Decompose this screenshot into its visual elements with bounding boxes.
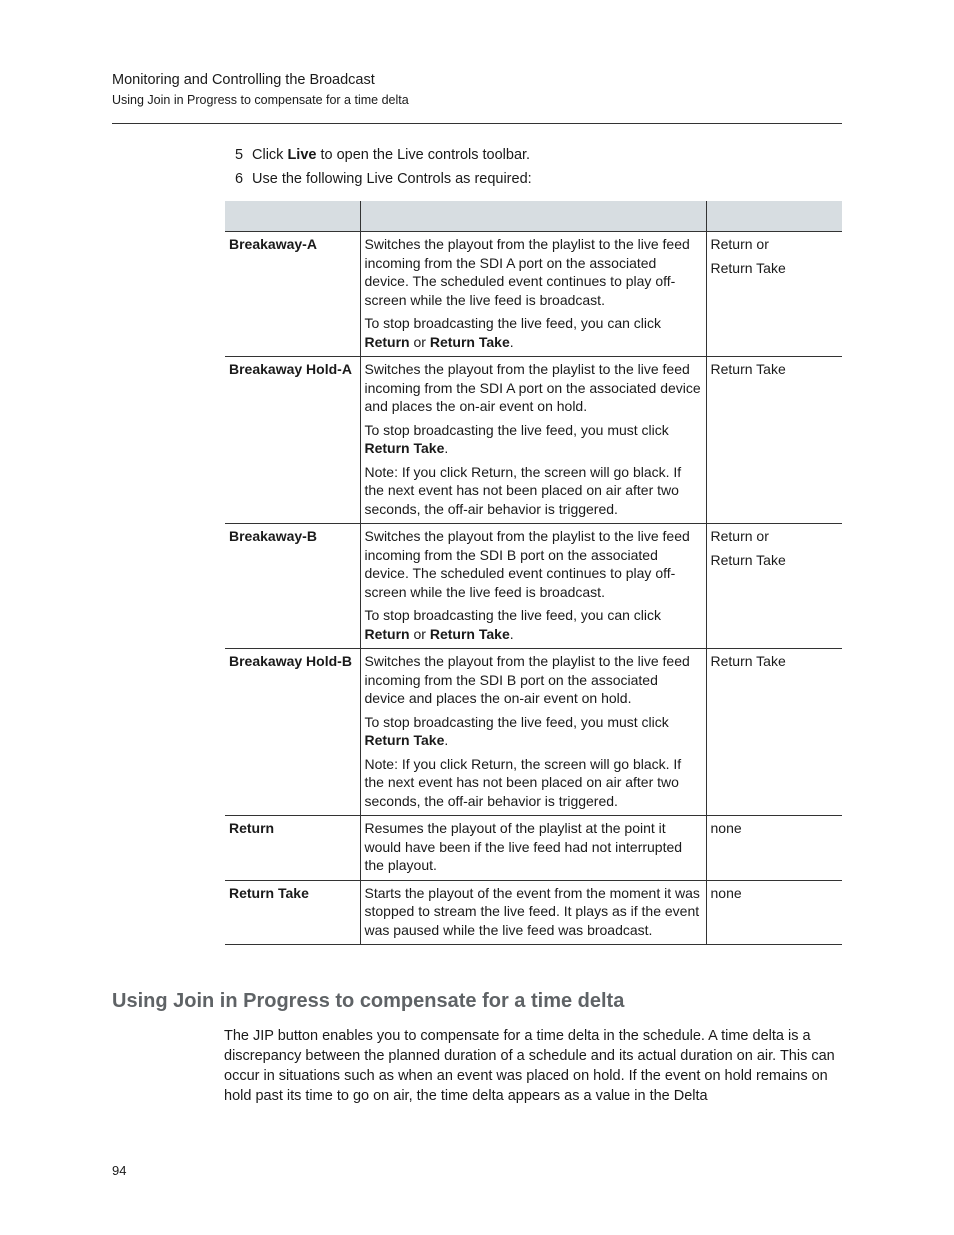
- section-title: Using Join in Progress to compensate for a time delta: [112, 990, 625, 1012]
- control-description: Resumes the playout of the playlist at the point it would have been if the live feed had not interrupted the playout.: [360, 816, 706, 881]
- control-action: Return or Return Take: [706, 524, 842, 649]
- control-description: Switches the playout from the playlist to the live feed incoming from the SDI B port on the associated device. The scheduled event continues to play off-screen while the live feed is broadcast. To stop broadcasting the live feed, you can click Return or Return Take.: [360, 524, 706, 649]
- table-row: [225, 232, 842, 357]
- header-cell: [360, 201, 706, 232]
- header-rule: [112, 123, 842, 124]
- note: Note: If you click Return, the screen will go black. If the next event has not been placed on air after two seconds, the off-air behavior is triggered.: [364, 755, 682, 809]
- control-name: Breakaway Hold-A: [225, 357, 360, 524]
- table-row: [225, 357, 842, 524]
- table-row: [225, 524, 842, 649]
- control-action: none: [706, 816, 842, 881]
- header-cell: [225, 201, 360, 232]
- control-description: Switches the playout from the playlist to the live feed incoming from the SDI A port on the associated device. The scheduled event continues to play off-screen while the live feed is broadcast. To stop broadcasting the live feed, you can click Return or Return Take.: [360, 232, 706, 357]
- body-paragraph: The JIP button enables you to compensate for a time delta in the schedule. A time delta is a discrepancy between the planned duration of a schedule and its actual duration on air. This can occur in situations such as when an event was placed on hold. If the event on hold remains on hold past its time to go on air, the time delta appears as a value in the Delta: [224, 1028, 835, 1104]
- live-term: Live: [287, 147, 317, 163]
- control-name: Breakaway-A: [225, 232, 360, 357]
- running-head-chapter: Monitoring and Controlling the Broadcast: [112, 72, 375, 88]
- control-name: Breakaway-B: [225, 524, 360, 649]
- step-5: [235, 145, 532, 165]
- table-row: [225, 880, 842, 945]
- control-description: Starts the playout of the event from the moment it was stopped to stream the live feed. It plays as if the event was paused while the live feed was broadcast.: [360, 880, 706, 945]
- table-header-row: [225, 201, 842, 232]
- header-cell: [706, 201, 842, 232]
- step-text: Use the following Live Controls as required:: [252, 171, 532, 187]
- running-head: [112, 71, 409, 108]
- control-name: Return: [225, 816, 360, 881]
- running-head-section: Using Join in Progress to compensate for a time delta: [112, 93, 409, 107]
- step-number: 6: [235, 171, 244, 187]
- control-action: Return or Return Take: [706, 232, 842, 357]
- note: Note: If you click Return, the screen will go black. If the next event has not been placed on air after two seconds, the off-air behavior is triggered.: [364, 463, 682, 517]
- step-6: [235, 169, 532, 189]
- control-action: none: [706, 880, 842, 945]
- table-row: [225, 816, 842, 881]
- live-controls-table: [225, 201, 842, 945]
- step-list: [235, 145, 532, 193]
- control-name: Return Take: [225, 880, 360, 945]
- step-text: Click Live to open the Live controls toolbar.: [252, 147, 531, 163]
- step-number: 5: [235, 147, 244, 163]
- page-number: 94: [112, 1163, 127, 1178]
- control-description: Switches the playout from the playlist to the live feed incoming from the SDI B port on the associated device and places the on-air event on hold. To stop broadcasting the live feed, you must click Return Take. Note: If you click Return, the screen will go black. If the next event has not been placed on air after two seconds, the off-air behavior is triggered.: [360, 649, 706, 816]
- control-name: Breakaway Hold-B: [225, 649, 360, 816]
- control-description: Switches the playout from the playlist to the live feed incoming from the SDI A port on the associated device and places the on-air event on hold. To stop broadcasting the live feed, you must click Return Take. Note: If you click Return, the screen will go black. If the next event has not been placed on air after two seconds, the off-air behavior is triggered.: [360, 357, 706, 524]
- control-action: Return Take: [706, 649, 842, 816]
- control-action: Return Take: [706, 357, 842, 524]
- table-row: [225, 649, 842, 816]
